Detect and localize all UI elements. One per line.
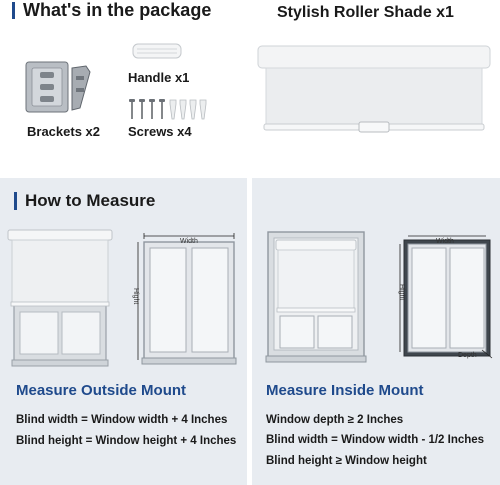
outside-formula-width: Blind width = Window width + 4 Inches xyxy=(16,414,228,426)
inside-mount-illustration xyxy=(268,232,364,364)
how-to-measure-header xyxy=(14,191,155,211)
accent-bar xyxy=(12,2,15,19)
outside-formula-height: Blind height = Window height + 4 Inches xyxy=(16,435,237,447)
inside-mount-window-diagram xyxy=(398,232,494,362)
package-section xyxy=(0,0,500,172)
handle-image xyxy=(131,40,183,64)
shade-label: Stylish Roller Shade x1 xyxy=(277,4,454,21)
inside-mount-title: Measure Inside Mount xyxy=(266,382,424,399)
bracket-image xyxy=(22,58,102,116)
handle-label: Handle x1 xyxy=(128,70,190,85)
inside-height-label: Hight xyxy=(398,284,405,301)
inside-formula-depth: Window depth ≥ 2 Inches xyxy=(266,414,404,426)
accent-bar xyxy=(14,192,17,210)
package-title: What's in the package xyxy=(23,0,212,20)
outside-height-label: Hight xyxy=(132,288,139,305)
screws-label: Screws x4 xyxy=(128,124,192,139)
inside-depth-label: Depth xyxy=(458,352,477,359)
inside-formula-width: Blind width = Window width - 1/2 Inches xyxy=(266,434,485,446)
package-header xyxy=(12,0,211,20)
brackets-label: Brackets x2 xyxy=(27,124,100,139)
outside-width-label: Width xyxy=(180,238,198,245)
inside-formula-height: Blind height ≥ Window height xyxy=(266,455,427,467)
screws-image xyxy=(128,97,214,121)
outside-mount-title: Measure Outside Mount xyxy=(16,382,187,399)
outside-mount-window-diagram xyxy=(132,232,240,366)
outside-mount-illustration xyxy=(8,230,112,368)
inside-width-label: Width xyxy=(436,238,454,245)
how-to-measure-title: How to Measure xyxy=(25,191,156,210)
roller-shade-image xyxy=(258,46,490,138)
